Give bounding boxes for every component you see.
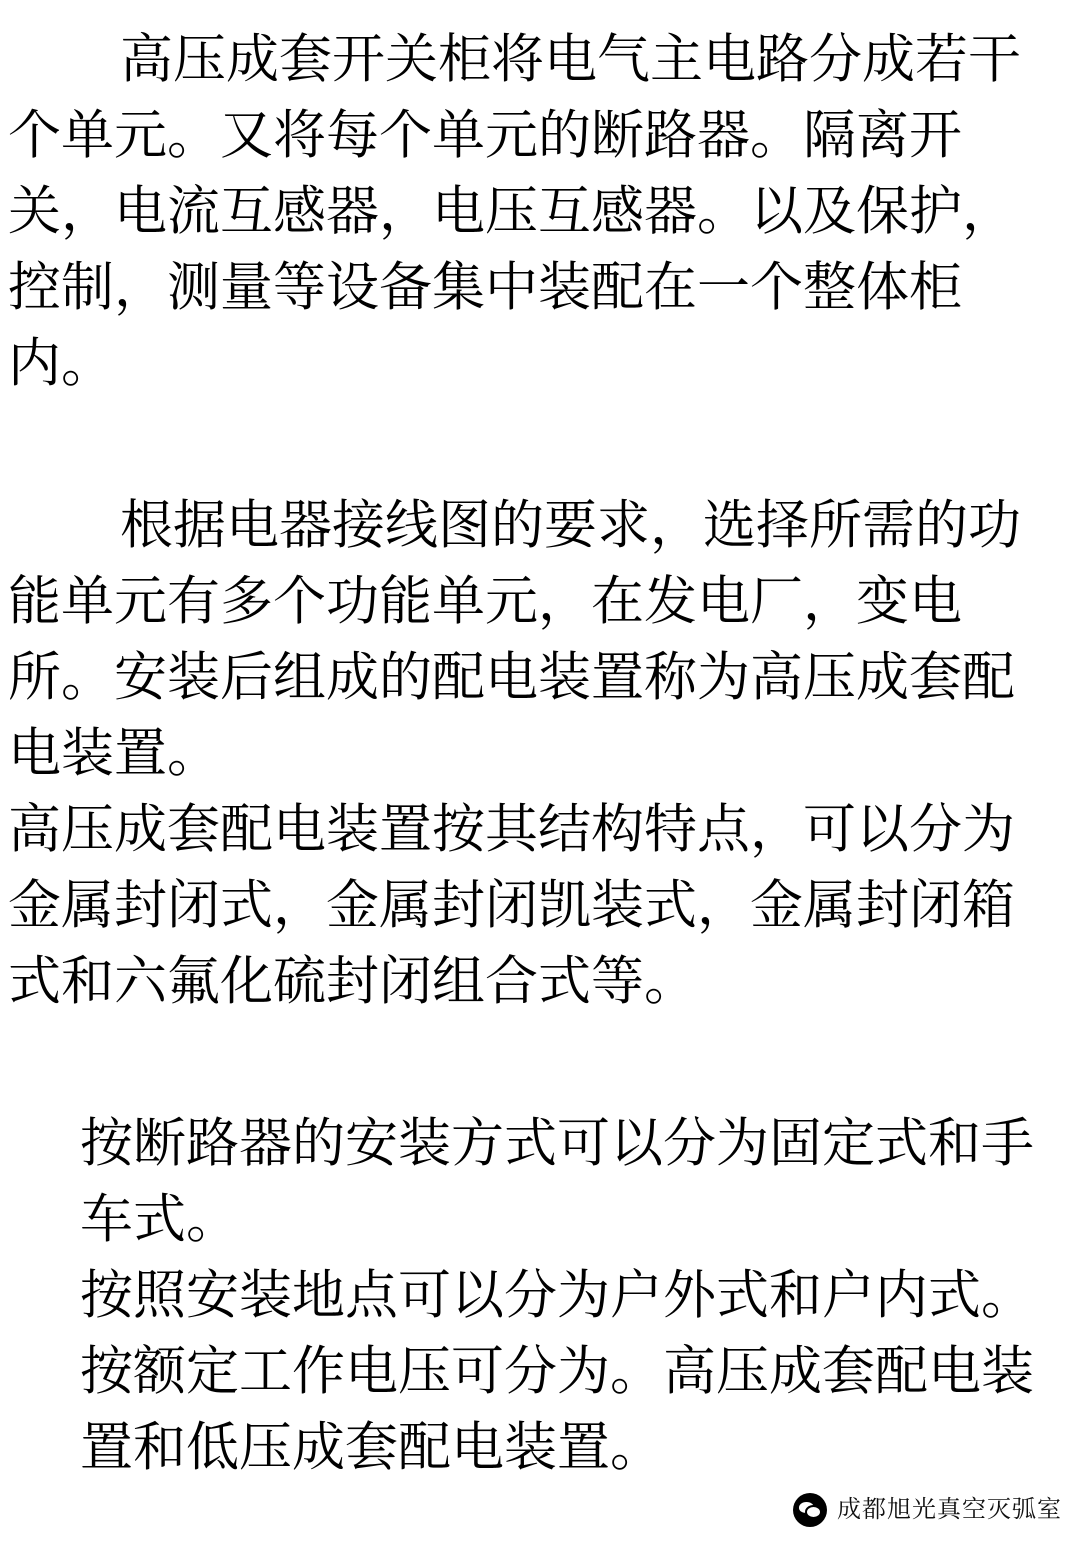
paragraph-4: 按断路器的安装方式可以分为固定式和手车式。 xyxy=(80,1115,1034,1249)
paragraph-3: 高压成套配电装置按其结构特点，可以分为金属封闭式，金属封闭凯装式，金属封闭箱式和六氟化硫封闭组合式等。 xyxy=(8,801,1015,1011)
paragraph-spacer-2 xyxy=(8,1020,1064,1106)
wechat-icon xyxy=(793,1493,827,1527)
wechat-account-badge xyxy=(793,1493,1062,1527)
paragraph-spacer-1 xyxy=(8,402,1064,488)
paragraph-2: 根据电器接线图的要求，选择所需的功能单元有多个功能单元，在发电厂，变电所。安装后组成的配电装置称为高压成套配电装置。 xyxy=(8,497,1021,783)
wechat-account-name: 成都旭光真空灭弧室 xyxy=(837,1496,1062,1523)
paragraph-6: 按额定工作电压可分为。高压成套配电装置和低压成套配电装置。 xyxy=(80,1343,1034,1477)
paragraph-1: 高压成套开关柜将电气主电路分成若干个单元。又将每个单元的断路器。隔离开关，电流互感器，电压互感器。以及保护，控制，测量等设备集中装配在一个整体柜内。 xyxy=(8,31,1021,393)
paragraph-5: 按照安装地点可以分为户外式和户内式。 xyxy=(80,1267,1034,1325)
article-body xyxy=(8,22,1064,1486)
